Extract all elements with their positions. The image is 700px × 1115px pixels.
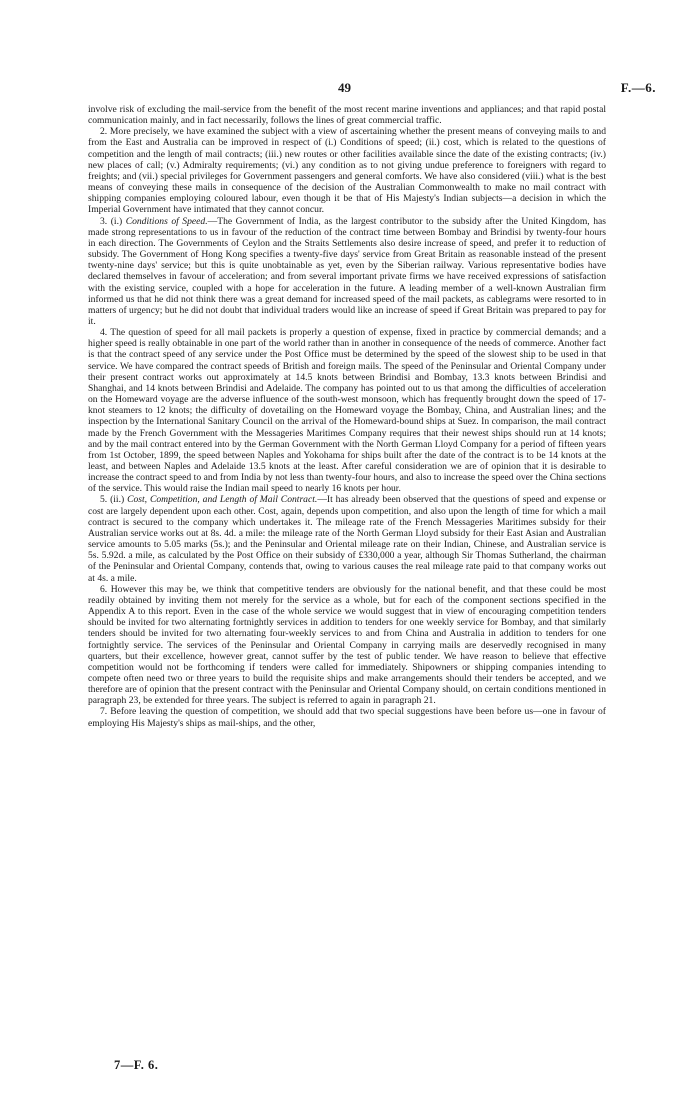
- page-header: [0, 80, 700, 98]
- paragraph-5: [88, 494, 606, 583]
- paragraph-5-lead: 5. (ii.): [100, 494, 128, 506]
- printer-signature: 7—F. 6.: [114, 1058, 159, 1072]
- paragraph-4: 4. The question of speed for all mail packets is properly a question of expense, fixed in practice by commercial demands; and a higher speed is really obtainable in one part of the world rather than in another in consequence of the needs of commerce. Another fact is that the contract speed of any service under the Post Office must be determined by the speed of the slowest ship to be used in that service. We have compared the contract speeds of British and foreign mails. The speed of the Peninsular and Oriental Company under their present contract works out approximately at 14.5 knots between Brindisi and Bombay, 13.3 knots between Brindisi and Shanghai, and 14 knots between Brindisi and Adelaide. The company has pointed out to us that among the difficulties of acceleration on the Homeward voyage are the adverse influence of the south-west monsoon, which has frequently brought down the speed of 17-knot steamers to 12 knots; the difficulty of dovetailing on the Homeward voyage the Bombay, China, and Australian lines; and the inspection by the International Sanitary Council on the arrival of the Homeward-bound ships at Suez. In comparison, the mail contract made by the French Government with the Messageries Maritimes Company requires that their newest ships should run at 14 knots; and by the mail contract entered into by the German Government with the North German Lloyd Company for a period of fifteen years from 1st October, 1899, the speed between Naples and Yokohama for ships built after the date of the contract is to be 14 knots at the least, and between Naples and Adelaide 13.5 knots at the least. After careful consideration we are of opinion that it is desirable to increase the contract speed to and from India by not less than twenty-four hours, and also to increase the speed over the China sections of the service. This would raise the Indian mail speed to nearly 16 knots per hour.: [88, 327, 606, 495]
- paragraph-continuation: involve risk of excluding the mail-service from the benefit of the most recent marine inventions and appliances; and that rapid postal communication mainly, and in fact necessarily, follows the lines of great commercial traffic.: [88, 104, 606, 127]
- page-number: 49: [338, 80, 351, 95]
- paragraph-2: 2. More precisely, we have examined the subject with a view of ascertaining whether the present means of conveying mails to and from the East and Australia can be improved in respect of (i.) Conditions of speed; (ii.) cost, which is related to the questions of competition and the length of mail contracts; (iii.) new routes or other facilities available since the date of the existing contracts; (iv.) new places of call; (v.) Admiralty requirements; (vi.) any condition as to not giving undue preference to foreigners with regard to freights; and (vii.) special privileges for Government passengers and general comforts. We have also considered (viii.) what is the best means of conveying these mails in consequence of the decision of the Australian Commonwealth to make no mail contract with shipping companies employing coloured labour, even though it be that of His Majesty's Indian subjects—a decision in which the Imperial Government have intimated that they cannot concur.: [88, 126, 606, 216]
- paragraph-3-lead: 3. (i.): [100, 215, 126, 227]
- body-text: [88, 104, 606, 729]
- paragraph-3-text: —The Government of India, as the largest contributor to the subsidy after the United Kingdom, has made strong representations to us in favour of the reduction of the contract time between Bombay and Brindisi by twenty-four hours in each direction. The Governments of Ceylon and the Straits Settlements also desire increase of speed, and prefer it to reduction of subsidy. The Government of Hong Kong specifies a twenty-five days' service from Great Britain as reasonable instead of the present twenty-nine days' service; but this is quite unobtainable as yet, even by the Siberian railway. Various representative bodies have declared themselves in favour of acceleration; and from several important private firms we have received expressions of satisfaction with the existing service, coupled with a hope for acceleration in the future. A leading member of a well-known Australian firm informed us that he did not think there was a great demand for increased speed of the mail packets, as cablegrams were resorted to in matters of urgency; but he did not doubt that individual traders would like an increase of speed if Great Britain was prepared to pay for it.: [88, 215, 606, 327]
- document-reference: F.—6.: [620, 80, 656, 95]
- paragraph-6: 6. However this may be, we think that competitive tenders are obviously for the national benefit, and that these could be most readily obtained by inviting them not merely for the service as a whole, but for each of the component sections specified in the Appendix A to this report. Even in the case of the whole service we would suggest that in view of encouraging competition tenders should be invited for two alternating fortnightly services in addition to tenders for one weekly service for Bombay, and that similarly tenders should be invited for two alternating four-weekly services to and from China and Australia in addition to tenders for one fortnightly service. The services of the Peninsular and Oriental Company in carrying mails are deservedly recognised in many quarters, but their excellence, however great, cannot suffer by the test of public tender. We have reason to believe that effective competition would not be forthcoming if tenders were called for immediately. Shipowners or shipping companies intending to compete often need two or three years to build the requisite ships and make arrangements should their tenders be accepted, and we therefore are of opinion that the present contract with the Peninsular and Oriental Company should, on certain conditions mentioned in paragraph 23, be extended for three years. The subject is referred to again in paragraph 21.: [88, 583, 606, 707]
- paragraph-7: 7. Before leaving the question of competition, we should add that two special suggestions have been before us—one in favour of employing His Majesty's ships as mail-ships, and the other,: [88, 706, 606, 729]
- paragraph-5-heading: Cost, Competition, and Length of Mail Contract.: [127, 494, 318, 506]
- paragraph-5-text: —It has already been observed that the questions of speed and expense or cost are largely dependent upon each other. Cost, again, depends upon competition, and also upon the length of time for which a mail contract is secured to the company which undertakes it. The mileage rate of the French Messageries Maritimes subsidy for their Australian service works out at 8s. 4d. a mile: the mileage rate of the North German Lloyd subsidy for their East Asian and Australian service amounts to 5.05 marks (5s.); and the Peninsular and Oriental mileage rate on their Indian, Chinese, and Australian service is 5s. 5.92d. a mile, as calculated by the Post Office on their subsidy of £330,000 a year, although Sir Thomas Sutherland, the chairman of the Peninsular and Oriental Company, contends that, owing to various causes the real mileage rate paid to that company works out at 4s. a mile.: [88, 494, 606, 584]
- paragraph-3: [88, 216, 606, 328]
- paragraph-3-heading: Conditions of Speed.: [125, 215, 208, 227]
